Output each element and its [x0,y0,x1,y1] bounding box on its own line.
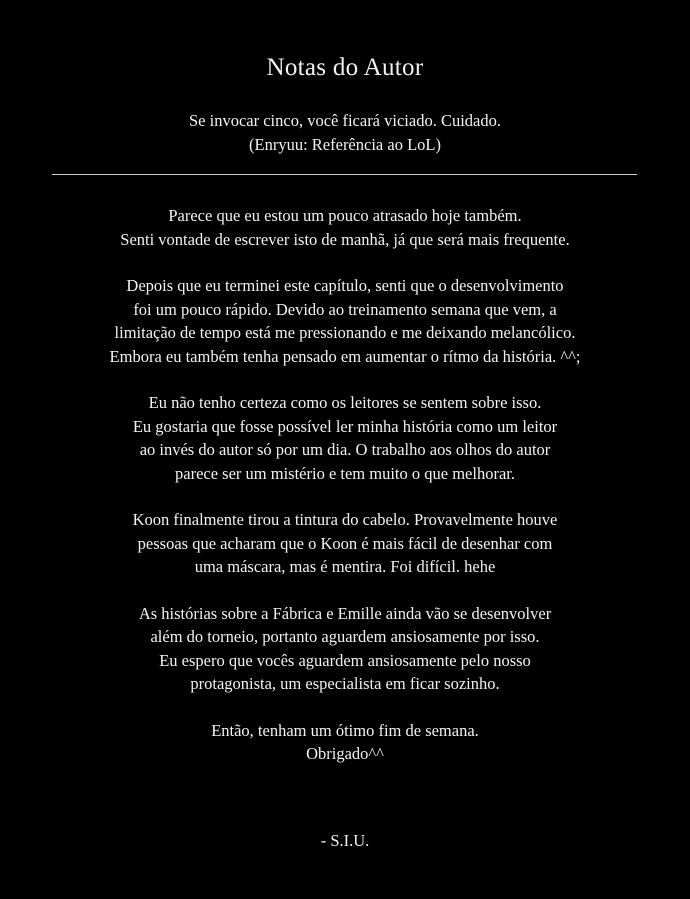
paragraph-line: Então, tenham um ótimo fim de semana. [211,720,479,740]
intro-block [0,109,690,157]
paragraph [0,719,690,766]
paragraph-line: Obrigado^^ [306,744,384,763]
paragraph-line: além do torneio, portanto aguardem ansiosamente por isso. [150,627,540,646]
paragraph-line: As histórias sobre a Fábrica e Emille ainda vão se desenvolver [138,603,552,623]
paragraph-line: Eu espero que vocês aguardem ansiosamente pelo nosso [159,650,531,670]
paragraph-line: foi um pouco rápido. Devido ao treinamento semana que vem, a [133,299,557,319]
paragraph [0,204,690,251]
paragraph [0,274,690,368]
paragraph-line: Koon finalmente tirou a tintura do cabelo. Provavelmente houve [132,510,558,529]
paragraph-line: ao invés do autor só por um dia. O trabalho aos olhos do autor [139,440,551,459]
intro-line: Se invocar cinco, você ficará viciado. Cuidado. [188,111,501,130]
paragraph-line: protagonista, um especialista em ficar sozinho. [190,674,500,693]
paragraph-line: Eu gostaria que fosse possível ler minha história como um leitor [132,416,558,436]
paragraph-line: Depois que eu terminei este capítulo, senti que o desenvolvimento [126,276,564,295]
paragraph-line: uma máscara, mas é mentira. Foi difícil. hehe [194,557,496,576]
paragraph-line: Eu não tenho certeza como os leitores se sentem sobre isso. [148,393,542,412]
paragraph-line: parece ser um mistério e tem muito o que melhorar. [175,463,515,483]
paragraph-line: Parece que eu estou um pouco atrasado hoje também. [168,206,522,225]
divider-line [52,174,637,175]
intro-line: (Enryuu: Referência ao LoL) [249,135,441,154]
page-title: Notas do Autor [266,54,424,81]
notes-body [0,204,690,789]
paragraph [0,602,690,696]
signature: - S.I.U. [320,831,370,850]
paragraph [0,391,690,485]
paragraph-line: limitação de tempo está me pressionando e me deixando melancólico. [114,323,576,342]
paragraph-line: Senti vontade de escrever isto de manhã, já que será mais frequente. [120,229,570,249]
paragraph-line: pessoas que acharam que o Koon é mais fácil de desenhar com [137,533,553,553]
paragraph [0,508,690,579]
paragraph-line: Embora eu também tenha pensado em aumentar o rítmo da história. ^^; [109,346,581,366]
